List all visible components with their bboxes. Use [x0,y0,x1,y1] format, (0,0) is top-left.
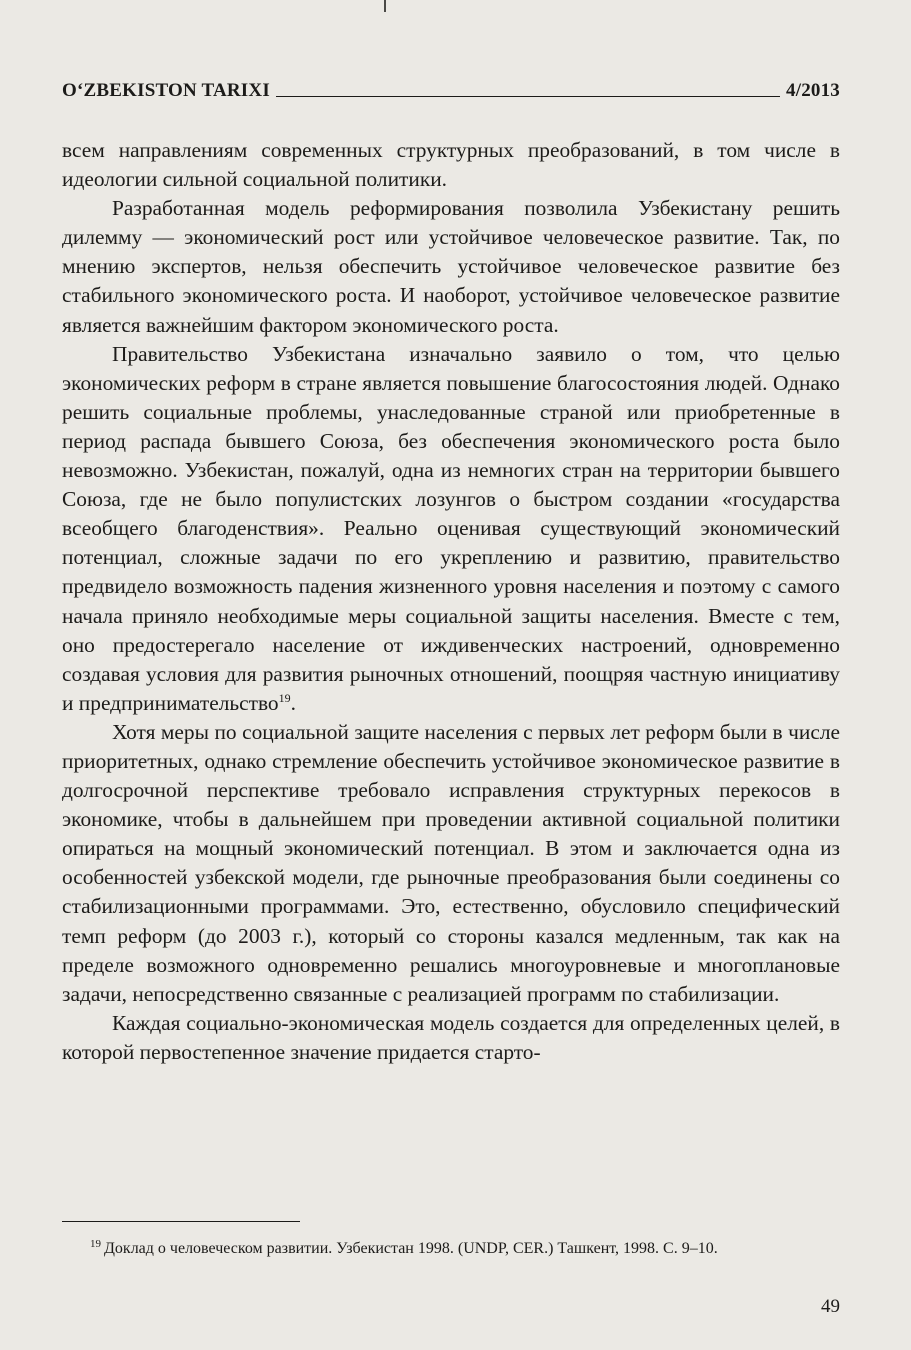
scan-mark [384,0,386,12]
body-text [62,136,840,1067]
running-header [62,76,840,102]
paragraph-text: Разработанная модель реформирования позволила Узбекистану решить дилемму — экономический рост или устойчивое человеческое развитие. Так, по мнению экспертов, нельзя обеспечить устойчивое человеческое развитие без стабильного экономического роста. И наоборот, устойчивое человеческое развитие является важнейшим фактором экономического роста. [62,196,840,337]
paragraph-text: Каждая социально-экономическая модель создается для определенных целей, в которой первостепенное значение придается старто- [62,1010,840,1064]
journal-title: O‘ZBEKISTON TARIXI [62,80,270,101]
paragraph-1 [62,136,840,194]
paragraph-3 [62,340,840,718]
footnote-reference: 19 [278,690,291,705]
footnote-number: 19 [90,1237,101,1250]
page-number: 49 [821,1296,840,1317]
header-rule [276,96,780,97]
paragraph-2 [62,194,840,339]
paragraph-4 [62,718,840,1009]
paragraph-text: Хотя меры по социальной защите населения с первых лет реформ были в числе приоритетных, однако стремление обеспечить устойчивое экономическое развитие в долгосрочной перспективе требовало исправления структурных перекосов в экономике, чтобы в дальнейшем при проведении активной социальной политики опираться на мощный экономический потенциал. В этом и заключается одна из особенностей узбекской модели, где рыночные преобразования были соединены со стабилизационными программами. Это, естественно, обусловило специфический темп реформ (до 2003 г.), который со стороны казался медленным, так как на пределе возможного одновременно решались многоуровневые и многоплановые задачи, непосредственно связанные с реализацией программ по стабилизации. [62,719,840,1006]
paragraph-tail: . [290,690,296,715]
issue-number: 4/2013 [786,80,840,101]
paragraph-5 [62,1009,840,1067]
footnote-rule [62,1221,300,1222]
paragraph-text: всем направлениям современных структурных преобразований, в том числе в идеологии сильной социальной политики. [62,138,840,192]
footnote [62,1238,840,1260]
paragraph-text: Правительство Узбекистана изначально заявило о том, что целью экономических реформ в стране является повышение благосостояния людей. Однако решить социальные проблемы, унаследованные страной или приобретенные в период распада бывшего Союза, без обеспечения экономического роста было невозможно. Узбекистан, пожалуй, одна из немногих стран на территории бывшего Союза, где не было популистских лозунгов о быстром создании «государства всеобщего благоденствия». Реально оценивая существующий экономический потенциал, сложные задачи по его укреплению и развитию, правительство предвидело возможность падения жизненного уровня населения и поэтому с самого начала приняло необходимые меры социальной защиты населения. Вместе с тем, оно предостерегало население от иждивенческих настроений, одновременно создавая условия для развития рыночных отношений, поощряя частную инициативу и предпринимательство [62,341,840,715]
footnote-text: Доклад о человеческом развитии. Узбекистан 1998. (UNDP, CER.) Ташкент, 1998. С. 9–10. [104,1240,718,1257]
